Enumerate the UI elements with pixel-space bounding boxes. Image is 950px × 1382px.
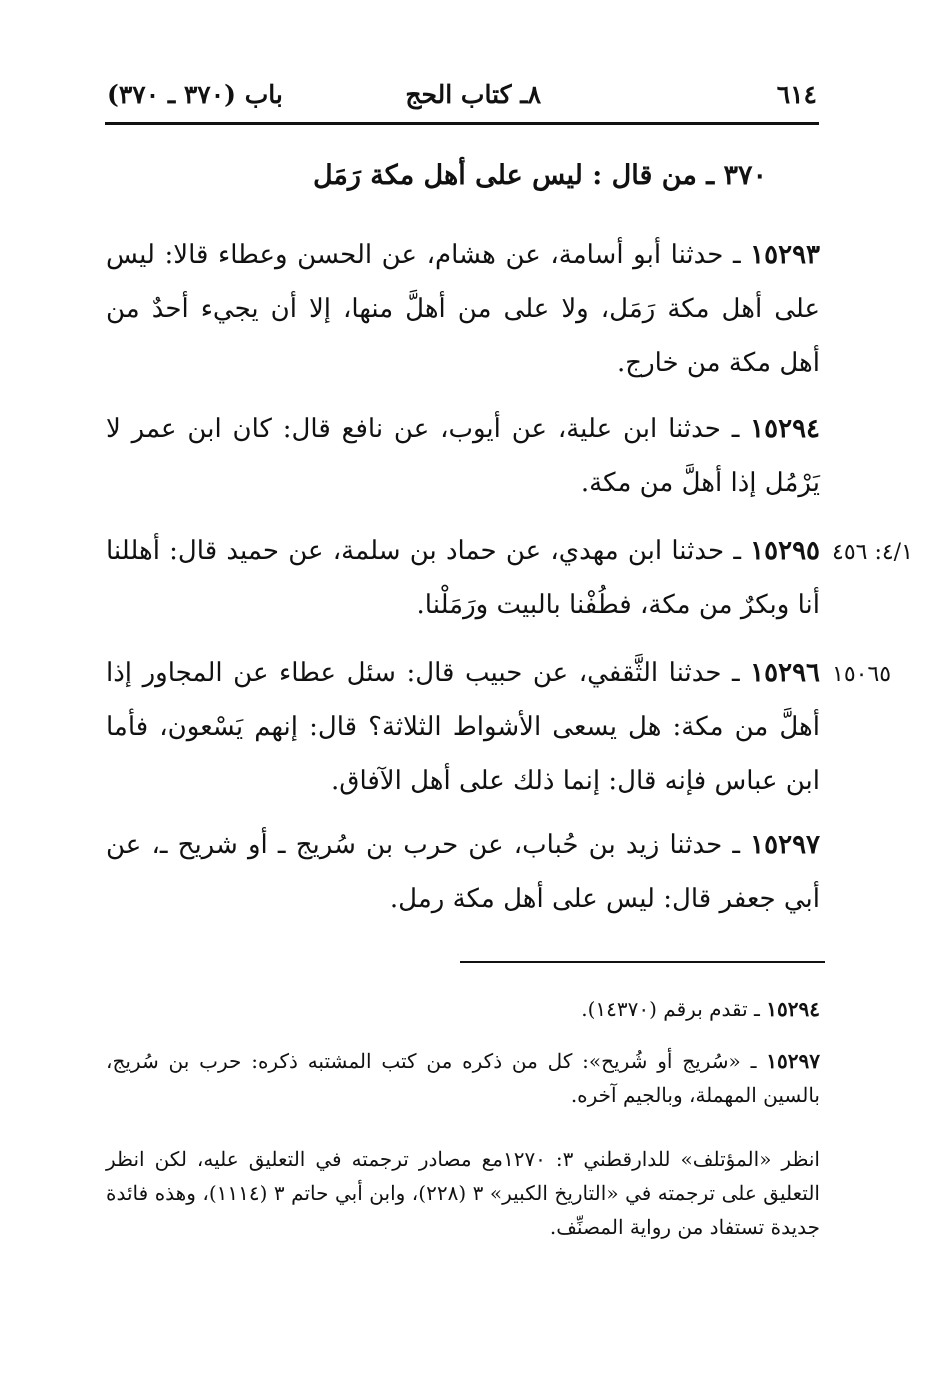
hadith-text: ـ حدثنا ابن علية، عن أيوب، عن نافع قال: كان ابن عمر لا يَرْمُل إذا أهلَّ من مكة.	[106, 414, 820, 498]
footnote-text: ـ تقدم برقم (١٤٣٧٠).	[581, 997, 767, 1021]
hadith-text: ـ حدثنا ابن مهدي، عن حماد بن سلمة، عن حميد قال: أهللنا أنا وبكرٌ من مكة، فطُفْنا بالبيت ورَمَلْنا.	[106, 536, 820, 620]
page-number: ٦١٤	[776, 80, 817, 109]
bab-range: باب (٣٧٠ ـ ٣٧٠)	[107, 80, 283, 109]
hadith-number: ١٥٢٩٥	[750, 536, 820, 566]
footnote-continuation	[106, 1142, 820, 1244]
margin-reference: ١٥٠٦٥	[832, 662, 892, 687]
hadith-number: ١٥٢٩٣	[750, 240, 820, 270]
footnote-text: انظر «المؤتلف» للدارقطني ٣: ١٢٧٠مع مصادر ترجمته في التعليق عليه، لكن انظر التعليق على ترجمته في «التاريخ الكبير» ٣ (٢٢٨)، وابن أبي حاتم ٣ (١١١٤)، وهذه فائدة جديدة تستفاد من رواية المصنِّف.	[106, 1147, 820, 1239]
hadith-15297	[106, 818, 820, 926]
hadith-number: ١٥٢٩٧	[750, 830, 820, 860]
footnote-15294	[106, 992, 820, 1026]
footnote-divider	[460, 961, 825, 963]
hadith-number: ١٥٢٩٦	[750, 658, 820, 688]
hadith-text: ـ حدثنا زيد بن حُباب، عن حرب بن سُريج ـ أو شريح ـ، عن أبي جعفر قال: ليس على أهل مكة رمل.	[106, 830, 820, 914]
footnote-15297	[106, 1044, 820, 1112]
running-header	[105, 80, 819, 125]
hadith-15295	[106, 524, 820, 632]
hadith-number: ١٥٢٩٤	[750, 414, 820, 444]
footnote-number: ١٥٢٩٧	[766, 1049, 820, 1073]
hadith-text: ـ حدثنا أبو أسامة، عن هشام، عن الحسن وعطاء قالا: ليس على أهل مكة رَمَل، ولا على من أهلَّ منها، إلا أن يجيء أحدٌ من أهل مكة من خارج.	[106, 240, 820, 378]
hadith-text: ـ حدثنا الثَّقفي، عن حبيب قال: سئل عطاء عن المجاور إذا أهلَّ من مكة: هل يسعى الأشواط الثلاثة؟ قال: إنهم يَسْعون، فأما ابن عباس فإنه قال: إنما ذلك على أهل الآفاق.	[106, 658, 820, 796]
hadith-15293	[106, 228, 820, 390]
margin-reference: ٤/١: ٤٥٦	[832, 540, 913, 565]
hadith-15296	[106, 646, 820, 808]
chapter-title: ٣٧٠ ـ من قال : ليس على أهل مكة رَمَل	[312, 160, 768, 191]
footnote-text: ـ «سُريج أو شُريح»: كل من ذكره من كتب المشتبه ذكره: حرب بن سُريج، بالسين المهملة، وبالجيم آخره.	[106, 1049, 820, 1107]
book-title: ٨ـ كتاب الحج	[405, 80, 541, 109]
hadith-15294	[106, 402, 820, 510]
footnote-number: ١٥٢٩٤	[766, 997, 820, 1021]
